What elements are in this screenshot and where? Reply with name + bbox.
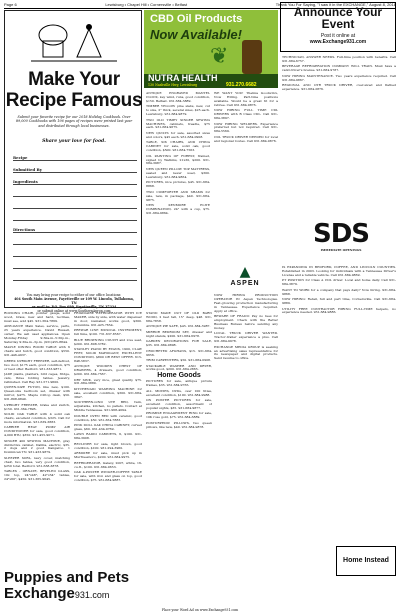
directions-field[interactable]: Directions (13, 227, 137, 233)
classified-item: TRIM CARPENTERS, $50. 931-684-0908. (146, 358, 212, 363)
classified-item: ANTIQUE ENGRAVED MANTEL CLOCK, key wind, runs, good condition, $150. Belfast. 931-684-3889. (146, 92, 210, 103)
recipe-note: You may bring your recipe to either of our office locations: (26, 293, 122, 297)
hemp-leaf-icon: ❦ (210, 44, 229, 69)
classified-column-1 (4, 312, 70, 568)
page-number: Page 6 (4, 2, 17, 7)
recipe-title: Make Your Recipe Famous (5, 69, 143, 111)
paper-names: Lewisburg • Chapel Hill • Cornersville • Belfast (105, 2, 188, 7)
classified-item: TABLES - ORNATE, BEVELED GLASS, 10x top, 24"x48", 42"x54" tables, 24"x60", $450. 931-365-9645. (4, 469, 70, 481)
classified-item: LOCAL TRUCK DRIVER WANTED. Tractor-trailer experience a plus. Call 931-684-9978. (214, 331, 278, 344)
tree-icon: ▲ (239, 264, 251, 280)
classified-item: WANT TO WORK for a company that pays daily? Now hiring. 931-684-9868. (282, 287, 396, 296)
classified-item: FRIGIDAIRE REFRIGERATOR WITH ICE MAKER, side by side, with water dispenser in door, icemaker, works good, $300. Columbia. 931-425-7654. (74, 312, 142, 327)
puppies-pets-ad (4, 570, 142, 606)
recipe-subtitle: Submit your favorite recipe for our 2018 Holiday Cookbook. Over 89,000 Cookbooks with 196 pages of recipes were printed last year and distributed through local businesses. (15, 115, 133, 128)
classified-item: OIL PAINTING OF FOREST, framed, signed by Watkins, 21x30, $200. 931-684-3987. (146, 153, 210, 166)
recipe-footer (11, 293, 137, 313)
classified-item: POSTURPEDIC PILLOWS, two queen pillows, like new, $40. 931-684-9878. (146, 420, 212, 429)
directions-line[interactable] (13, 239, 137, 245)
home-instead-ad (336, 546, 396, 576)
classified-item: PICTURES, nice pictures, $45. 931-684-8868. (146, 180, 210, 189)
classified-item: OAK 4-POSTER WINGER-COFFEE TABLE for sale, with iron and glass on top, good condition, $75. 931-684-9887. (74, 470, 142, 482)
classified-item: EXCHANGE MEDIA GROUP is seeking an advertising sales representative for its newspaper and digital products. Send resume to office. (214, 344, 278, 361)
recipe-contest-ad (4, 10, 143, 313)
classified-item: RECLINER for sale, light brown, good condition, $100. 931-294-3960. (74, 441, 142, 450)
sds-logo: SDS (312, 219, 370, 249)
classified-item: CARRIER HEAT PUMP AIR CONDITIONER for sale, good condition, 4,000 BTU, $350. 931-455-9071. (4, 425, 70, 438)
recipe-field[interactable]: Recipe (13, 155, 137, 161)
classified-column-6 (282, 56, 396, 216)
classified-item: GREEK UPRIGHT FREEZER, self-defrost, two door, $175 each, good condition, $75 or best offer. Bedford. 931-333-9871. (4, 358, 70, 371)
classified-item: ANTIQUE PIE SAFE, $45. 931-684-3987. (146, 324, 211, 329)
classified-item: STANLEY PIANO BY EVANS, 1900, CLAW FEET, SOLID MAHOGANY, EXCELLENT CONDITION, $800 OR BEST OFFER. 615-848-5837. (74, 347, 142, 363)
classified-item: TIMBER YELLOW pine slabs, new, cut to size, 2" thick, several sizes, $25 each. Lewisburg. 931-684-9879. (146, 104, 210, 117)
classified-item: GARDEN DECORATIONS FOR SALE, $35. 931-684-9898. (146, 339, 212, 348)
ingredients-line[interactable] (13, 191, 137, 197)
classified-item: NEW QUILTS for sale, assorted sizes and colors, $45 each. 931-684-0908. (146, 130, 210, 139)
classified-item: KITCHENAID WASHING MACHINE for sale, excellent condition, $300. 931-684-3847. (74, 386, 142, 399)
directions-line[interactable] (13, 251, 137, 257)
classified-item: STACKABLE WASHER AND DRYER, works good, $200. 931-684-2865. (146, 363, 212, 372)
classified-item: ARMOIRE for sale, must pick up in Murfreesboro, $200. 931-684-9975. (74, 451, 142, 460)
classified-item: SINGER 400 SEWING MACHINE, gray distinctive cabinet, Dahlia, electric, $35. 2 dogs and 2 good Kangaroo. 1 Dominican TN. 931-433-9879. (4, 438, 70, 455)
classified-item: WE WANT YOU! Thelma Goodwin's, Now Hiring. Part-time positions available. Would be a great fit for a retiree. Call 931-684-9876. (214, 92, 278, 107)
recipe-address2: or mail to: P.O. Box 699, Fayetteville, TN 37334 (31, 305, 117, 309)
classified-item: PREWAR LINE MUSICAL INSTRUMENT, full time, $100. 731-637-8567. (74, 328, 142, 337)
page-footer: Place your Word Ad on www.Exchange931.com (161, 608, 239, 612)
exchange-logo: Exchange931.com (4, 585, 110, 602)
cbd-title: CBD Oil Products (150, 13, 243, 25)
sds-tagline: IMMEDIATE OPENINGS (320, 248, 362, 252)
announce-url[interactable]: www.Exchange931.com (309, 39, 367, 45)
classified-item: NOW HIRING: Retail, full and part time, Cornersville. Call 931-684-9889. (282, 297, 396, 306)
classified-item: DOUBLE OVEN RED with ceramic, good condition, $50. 931-364-7883. (74, 413, 142, 422)
classified-item: SLEEPER SOFA, navy cover, matching chair, two tables, very good condition, $250 total. Bedford. 931-638-3878. (4, 455, 70, 468)
ingredients-line[interactable] (13, 203, 137, 209)
classified-item: BLUE BROWNING COUCH and love seat, $200. 931-808-3782. (74, 337, 142, 346)
classified-item: SOUTHERN-LIND UTE BED, twin, adjustable, kitchen, no pallets. Contact at Middle Tennessee. 931-968-4094. (74, 400, 142, 413)
cbd-address: 130 Nashville Hwy, Lewisburg (148, 83, 198, 87)
header-date: Thank You For Saying, "I saw it in the EXCHANGE," August 8, 2018 (275, 2, 396, 7)
classified-item: TWO COMFORTER AND SHAMS for sale, new, in package, $40. 931-684-9875. (146, 189, 210, 202)
classified-column-6b (282, 266, 396, 544)
classified-item: TECHNICIAN, ANSWER NEEDS. Full-time position with benefits. Call 931-684-6757. (282, 56, 396, 63)
aspen-ad (212, 264, 278, 292)
ingredients-field[interactable]: Ingredients (13, 179, 137, 185)
classified-item: NOW HIRING MAINTENANCE. Two years experience required. Call 931-684-9867. (282, 73, 396, 82)
announce-title: Announce Your Event (293, 5, 383, 31)
classified-item: ALL MOVIES, DVDs, over 100 titles, excellent condition, $100. 931-684-9988. (146, 388, 212, 397)
cbd-brand: NUTRA HEALTH (144, 74, 278, 88)
classified-item: UPRIGHT FREEZER, brake and switch, $150. 931-364-7896. (4, 402, 70, 411)
recipe-share: Share your love for food. (42, 139, 106, 144)
home-instead-name: Home Instead (343, 557, 389, 564)
classified-item: PT POSITION for Class A CDL driver. Local and home daily. Call 931-684-3879. (282, 278, 396, 287)
oil-bottle-icon (242, 40, 262, 74)
classified-item: BEWARE OF FRAUD: Pay no fees for employment. Check with the Better Business Bureau before sending any money. (214, 314, 278, 330)
ingredients-line[interactable] (13, 215, 137, 221)
cbd-oil-ad (144, 10, 278, 88)
classified-item: NEW KENMORE ELITE COMBINATION, 24" with a cup, $75. 931-684-9864. (146, 203, 210, 215)
announce-event-ad (280, 2, 396, 52)
classified-column-5b (214, 294, 278, 606)
classified-item: STAND MADE OUT OF OLD BARN WOOD, 2 feet tall, 15" deep, $48. 931-684-7858. (146, 312, 212, 323)
classified-item: REGIONAL AND OTR TRUCK DRIVER, over-sized and flatbed experience. 931-684-2876. (282, 83, 396, 92)
cbd-phone: 931.270.6682 (226, 82, 257, 88)
classified-item: SOLID OAK TABLE with 4 solid oak chairs, excellent condition, $325. Call for more information. 931-639-3883. (4, 412, 70, 424)
classified-item: ON POSTER PICTURES for sale, excellent condition, assortment of popular sights, $35. 931-684-9877. (146, 398, 212, 410)
classified-item: APPLIANCE Main Sales, service, parts, 25 years experience. David Russell, owner. We sell used appliances. Open Monday-Friday 9:30a.m.-5:30p.m., Saturday 9:30a.m.-3p.m. (931)455-8844. (4, 324, 70, 344)
sds-ad (286, 220, 396, 264)
classified-item: NOW HIRING PRODUCTION OPERATOR IN Aspen Technologies. Fast-growing production manufacturing in Tennessee. Experience required. Apply at office. (214, 294, 278, 313)
classified-item: LAWN RADIO CABINETS, 6, $100. 931-684-3908. (74, 432, 142, 441)
directions-line[interactable] (13, 275, 137, 281)
directions-line[interactable] (13, 263, 137, 269)
classified-item: PROMISE ENGAGEMENT RING for sale, 10K rose gold, $75. 931-684-3889. (146, 411, 212, 420)
classified-item: UTILITY FREE CONTRACTOR HIRING FULL-TIME helpers, no experience needed. 931-684-9886. (282, 306, 396, 315)
classified-item: NEW QUEEN PILLOW TOP MATTRESS, sealed and never used, $300. Lewisburg. 931-684-9864. (146, 166, 210, 179)
classified-column-5 (214, 92, 278, 262)
classified-item: JADE plants, planters, bird cages, fridge, cars, three folding tables. Jewelry, refinished. Call Ray. 931-571-9600. (4, 372, 70, 384)
recipe-online: or submit online at www.SouthernApron.com (37, 309, 111, 313)
classified-item: PINK DOLL OAK CHINA CABINET, curved glass, $60. 931-434-9769. (74, 423, 142, 431)
puppies-title: Puppies and Pets (4, 569, 130, 586)
classified-item: IS EXPANDING IN BEDFORD, COFFEE, AND LINCOLN COUNTIES. Established in 2003. Looking for individuals with a Tennessee Driver's License and a reliable vehicle. Call 931-684-9869. (282, 266, 396, 277)
aspen-name: ASPEN (230, 280, 260, 287)
classified-item: TWO OLD TIMEY SINGER SEWING MACHINES, cabinets, treadle, $75 each. 931-684-9675. (146, 117, 210, 130)
classified-item: CDL TRUCK DRIVER NEEDED for local and regional routes. Call 931-684-9876. (214, 134, 278, 143)
home-goods-heading: Home Goods (157, 372, 201, 380)
classified-item: QUEEN-SIZE FUTON, like new, $100. Queen-size bedroom set, dresser with mirror, $475. Maple rolltop desk, $50. 931-808-9849. (4, 385, 70, 402)
classified-item: PICTURES for sale, antique picture frames, $35. 931-684-9765. (146, 379, 212, 388)
cbd-available: Now Available! (150, 27, 242, 42)
recipe-address1: 404 South Main Avenue, Fayetteville or 109 W. Lincoln, Tullahoma, TN (14, 297, 134, 305)
classified-item: TABLE, SIX CHAIRS, AND CHINA CABINET for sale, solid oak, good condition, $500. 931-684-7563. (146, 140, 210, 153)
classified-item: ROCKING CHAIR, pointer gauge, solid wood, brass, new and hard, reclines, must see, sold $45. 931-364-7869. (4, 312, 70, 323)
announce-line: Post it online at (320, 33, 356, 39)
classified-item: NOW HIRING FULL TIME CDL DRIVERS with B Class CDL. Call 931-684-3897. (214, 108, 278, 121)
classified-item: ANTIQUE WOODEN CHEST OF DRAWERS, 4 drawers, good condition, $200. 931-684-7567. (74, 364, 142, 377)
classified-item: NOW HIRING WELDERS. Experience preferred but not required. Call 931-684-5569. (214, 121, 278, 134)
submitted-by-field[interactable]: Submitted By (13, 167, 137, 173)
classified-item: BEVERAGE REFRIGERATION COMPANY WILL TRAIN. Must have a valid driver's license. 931-684-9787. (282, 64, 396, 73)
classified-item: MIRROR BEDROOM SET, dresser and night stands, $200. 931-684-6978. (146, 329, 212, 338)
chef-icon (31, 17, 117, 67)
classified-item: REFRIGERATOR, Galaxy, 2007, white, 16-cu.ft., $100. 931-684-9653. (74, 460, 142, 469)
classified-column-4 (146, 92, 210, 308)
classified-column-3 (146, 312, 212, 606)
classified-column-2 (74, 312, 142, 568)
classified-item: DRY SINK, very nice, great quality, $75. 931-684-3889. (74, 377, 142, 386)
classified-item: CROCHETED AFGHANS, $15. 931-684-9656. (146, 348, 212, 357)
classified-item: MAPLE DINING ROOM TABLE with 6 chairs and hutch, good condition, $550. 931-446-4937. (4, 345, 70, 358)
